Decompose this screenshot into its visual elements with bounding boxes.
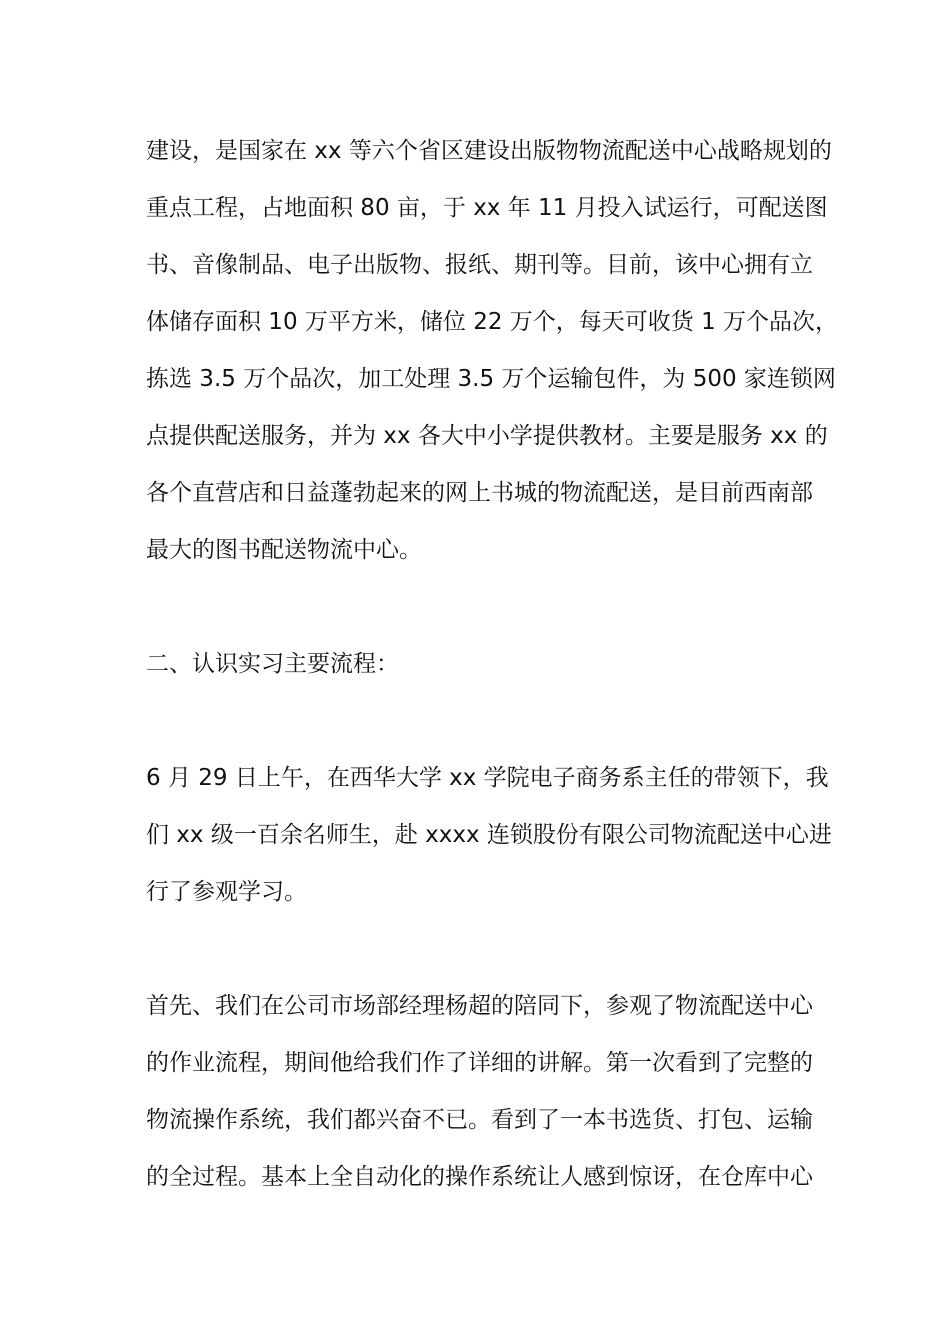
text-line: 点提供配送服务，并为 xx 各大中小学提供教材。主要是服务 xx 的 [146,423,828,449]
section-heading [146,636,808,693]
paragraph-visit [146,750,832,921]
text-line: 的作业流程，期间他给我们作了详细的讲解。第一次看到了完整的 [146,1050,813,1076]
text-line: 们 xx 级一百余名师生，赴 xxxx 连锁股份有限公司物流配送中心进 [146,822,832,848]
text-line: 各个直营店和日益蓬勃起来的网上书城的物流配送，是目前西南部 [146,480,813,506]
paragraph-spacer [146,579,808,636]
paragraph-spacer [146,693,808,750]
text-line: 首先、我们在公司市场部经理杨超的陪同下，参观了物流配送中心 [146,993,813,1019]
paragraph-spacer [146,921,808,978]
text-line: 建设，是国家在 xx 等六个省区建设出版物物流配送中心战略规划的 [146,138,832,164]
text-line: 书、音像制品、电子出版物、报纸、期刊等。目前，该中心拥有立 [146,252,813,278]
text-line: 拣选 3.5 万个品次，加工处理 3.5 万个运输包件，为 500 家连锁网 [146,366,836,392]
text-line: 重点工程，占地面积 80 亩，于 xx 年 11 月投入试运行，可配送图 [146,195,828,221]
document-body [146,123,839,1206]
paragraph-tour [146,978,813,1206]
text-line: 的全过程。基本上全自动化的操作系统让人感到惊讶，在仓库中心 [146,1164,813,1190]
text-line: 体储存面积 10 万平方米，储位 22 万个，每天可收货 1 万个品次， [146,309,839,335]
text-line: 最大的图书配送物流中心。 [146,537,422,563]
text-line: 物流操作系统，我们都兴奋不已。看到了一本书选货、打包、运输 [146,1107,813,1133]
heading-text: 二、认识实习主要流程： [146,651,399,677]
text-line: 行了参观学习。 [146,879,307,905]
text-line: 6 月 29 日上午，在西华大学 xx 学院电子商务系主任的带领下，我 [146,765,829,791]
paragraph-distribution-center [146,123,839,579]
